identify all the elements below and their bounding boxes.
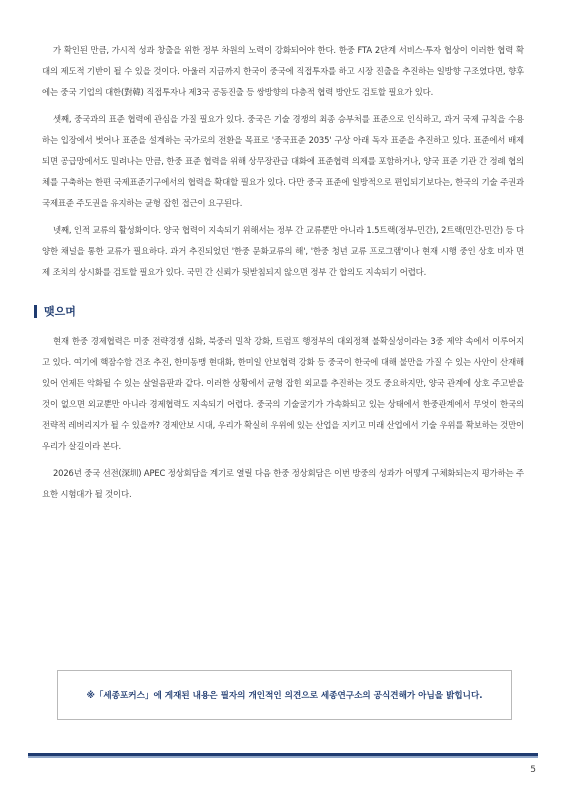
paragraph: 셋째, 중국과의 표준 협력에 관심을 가질 필요가 있다. 중국은 기술 경쟁의 최종 승부처를 표준으로 인식하고, 과거 국제 규칙을 수용하는 입장에서 벗어나 표준을 설계하는 국가로의 전환을 목표로 '중국표준 2035' 구상 아래 독자 표준을 추진하고 있다. 표준에서 배제되면 공급망에서도 밀려나는 만큼, 한중 표준 협력을 위해 상무장관급 대화에 표준협력 의제를 포함하거나, 양국 표준 기관 간 정례 협의체를 구축하는 한편 국제표준기구에서의 협력을 확대할 필요가 있다. 다만 중국 표준에 일방적으로 편입되기보다는, 한국의 기술 주권과 국제표준 주도권을 유지하는 균형 잡힌 접근이 요구된다. [42, 114, 524, 208]
section-heading [34, 303, 524, 319]
paragraph: 넷째, 인적 교류의 활성화이다. 양국 협력이 지속되기 위해서는 정부 간 교류뿐만 아니라 1.5트랙(정부-민간), 2트랙(민간-민간) 등 다양한 채널을 통한 교류가 필요하다. 과거 추진되었던 '한중 문화교류의 해', '한중 청년 교류 프로그램'이나 현재 시행 중인 상호 비자 면제 조치의 상시화를 검토할 필요가 있다. 국민 간 신뢰가 뒷받침되지 않으면 정부 간 합의도 지속되기 어렵다. [42, 225, 524, 277]
disclaimer-text: ※「세종포커스」에 게재된 내용은 필자의 개인적인 의견으로 세종연구소의 공식견해가 아님을 밝힙니다. [86, 691, 483, 701]
section-heading-title: 맺으며 [44, 305, 76, 318]
paragraph: 2026년 중국 선전(深圳) APEC 정상회담을 계기로 열릴 다음 한중 정상회담은 이번 방중의 성과가 어떻게 구체화되는지 평가하는 주요한 시험대가 될 것이다. [42, 468, 524, 499]
page-number: 5 [530, 765, 536, 775]
section-heading-bar [34, 305, 37, 318]
article-body [42, 40, 524, 511]
disclaimer-box [57, 670, 512, 720]
paragraph: 가 확인된 만큼, 가시적 성과 창출을 위한 정부 차원의 노력이 강화되어야 한다. 한중 FTA 2단계 서비스·투자 협상이 이러한 협력 확대의 제도적 기반이 될 수 있을 것이다. 아울러 지금까지 한국이 중국에 직접투자를 하고 시장 진출을 추진하는 일방향 구조였다면, 향후에는 중국 기업의 대한(對韓) 직접투자나 제3국 공동진출 등 쌍방향의 다층적 협력 방안도 검토할 필요가 있다. [42, 45, 524, 97]
paragraph: 현재 한중 경제협력은 미중 전략경쟁 심화, 북중러 밀착 강화, 트럼프 행정부의 대외정책 불확실성이라는 3중 제약 속에서 이루어지고 있다. 여기에 핵잠수함 건조 추진, 한미동맹 현대화, 한미일 안보협력 강화 등 중국이 한국에 대해 불만을 가질 수 있는 사안이 산재해 있어 언제든 악화될 수 있는 살얼음판과 같다. 이러한 상황에서 균형 잡힌 외교를 추진하는 것도 중요하지만, 양국 관계에 상호 주고받을 것이 없으면 외교뿐만 아니라 경제협력도 지속되기 어렵다. 중국의 기술굴기가 가속화되고 있는 상태에서 한중관계에서 무엇이 한국의 전략적 레버리지가 될 수 있을까? 경제안보 시대, 우리가 확실히 우위에 있는 산업을 지키고 미래 산업에서 기술 우위를 확보하는 것만이 우리가 살길이라 본다. [42, 336, 524, 451]
footer-rule-secondary [28, 756, 538, 758]
